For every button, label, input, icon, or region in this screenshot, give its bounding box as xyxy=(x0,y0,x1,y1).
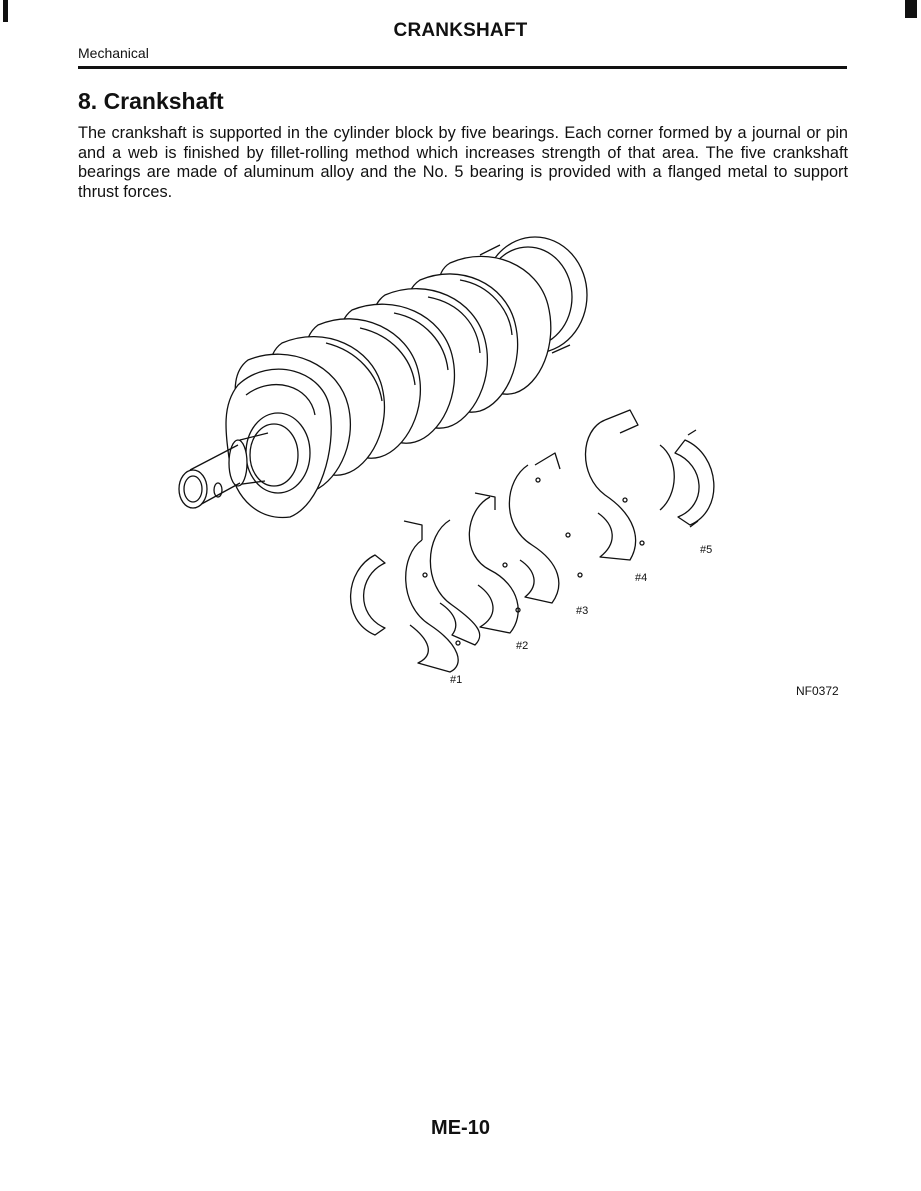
bearing-pair-4 xyxy=(585,410,644,560)
bearing-label-2: #2 xyxy=(516,640,529,652)
crankshaft-bearings-illustration xyxy=(160,225,760,695)
header-divider xyxy=(78,66,847,69)
corner-registration-mark-right xyxy=(905,0,917,18)
section-heading: 8. Crankshaft xyxy=(78,88,224,114)
bearing-label-1: #1 xyxy=(450,674,463,686)
section-body-text: The crankshaft is supported in the cylinder block by five bearings. Each corner formed by a journal or pin and a web is finished by fillet-rolling method which increases strength of that area. The five crankshaft bearings are made of aluminum alloy and the No. 5 bearing is provided with a flanged metal to support thrust forces. xyxy=(78,124,848,201)
bearing-label-4: #4 xyxy=(635,572,648,584)
bearing-label-3: #3 xyxy=(576,605,589,617)
figure-code: NF0372 xyxy=(796,684,839,698)
page-header-title: CRANKSHAFT xyxy=(393,20,528,41)
bearing-pair-5 xyxy=(660,430,714,527)
bearing-pair-3 xyxy=(509,453,582,603)
page-header-section: Mechanical xyxy=(78,45,149,61)
bearing-pair-2 xyxy=(430,493,520,645)
page-number: ME-10 xyxy=(431,1117,490,1139)
bearing-label-5: #5 xyxy=(700,544,713,556)
corner-registration-mark-left xyxy=(3,0,8,22)
